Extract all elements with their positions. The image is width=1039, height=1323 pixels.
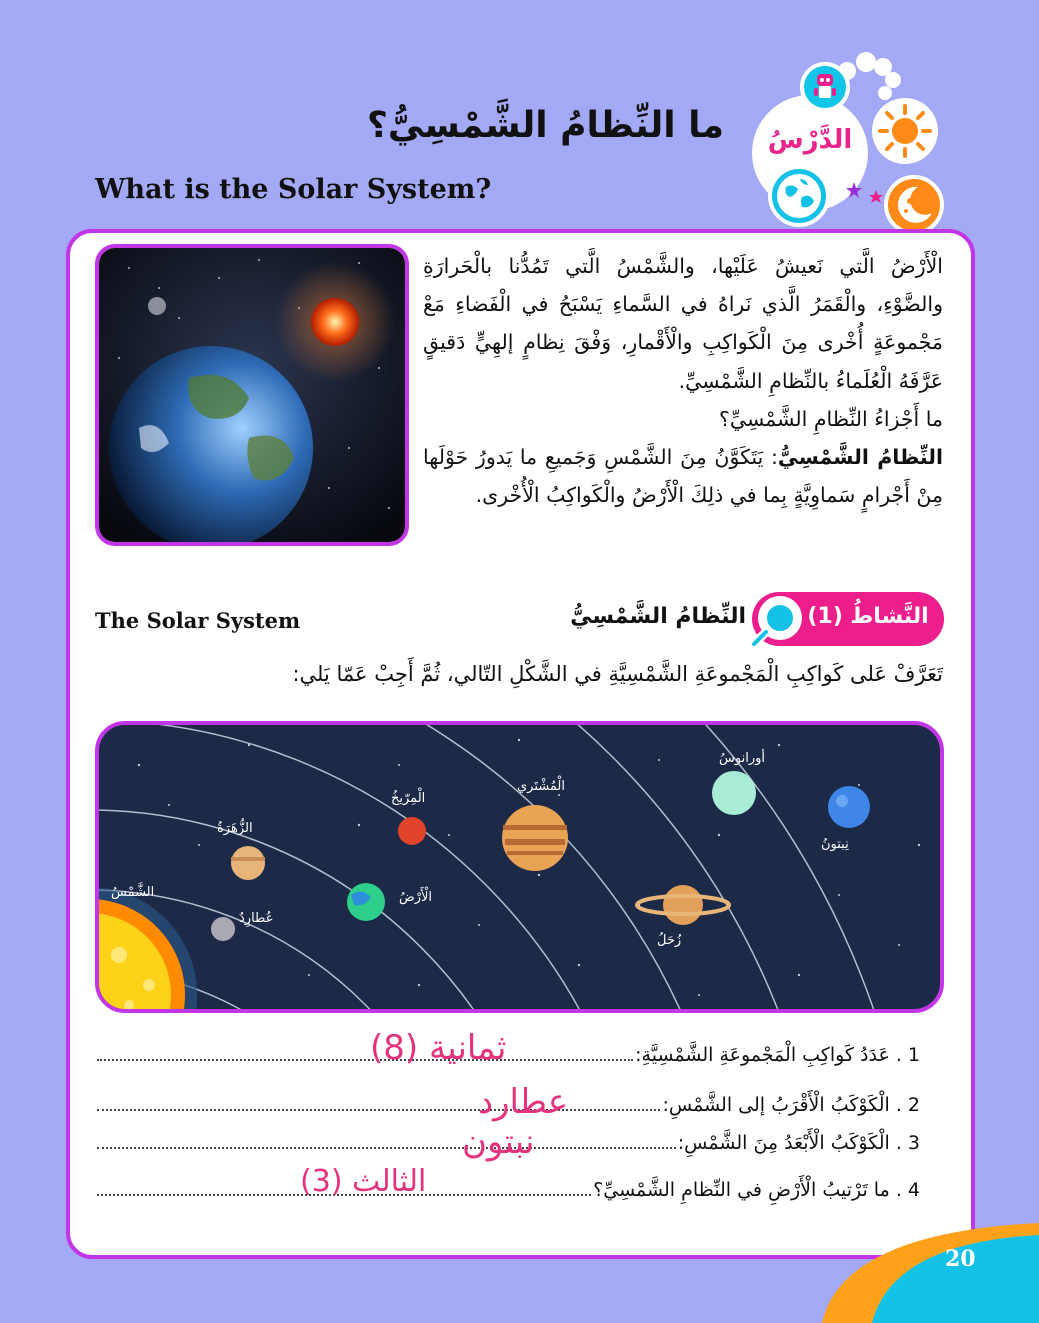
activity-instruction: تَعَرَّفْ عَلى كَواكِبِ الْمَجْموعَةِ الشَّمْسِيَّةِ في الشَّكْلِ التّالي، ثُمَّ أَجِبْ عَمّا يَلي: [292,662,943,686]
earth-space-photo [95,244,409,546]
label-earth: الْأَرْضُ [399,890,433,905]
label-sun: الشَّمْسُ [111,885,155,900]
label-mars: الْمِرّيخُ [391,791,426,806]
label-jupiter: الْمُشْتَري [517,779,565,794]
sun-icon [872,98,938,164]
page-title: ما النِّظامُ الشَّمْسِيُّ؟ [367,105,724,146]
question-1 [95,1044,920,1066]
magnifier-icon [742,586,812,656]
question-text: 1 . عَدَدُ كَواكِبِ الْمَجْموعَةِ الشَّمْسِيَّةِ: [635,1044,920,1066]
page-title-english: What is the Solar System? [95,174,492,205]
label-venus: الزُّهَرَةُ [217,821,253,836]
activity-label: النَّشاطُ (1) [807,604,929,629]
handwritten-answer-2: عطارد [478,1082,569,1122]
robot-icon [800,62,850,112]
page-number: 20 [945,1246,976,1272]
stars-icon [846,180,890,210]
intro-paragraph [423,247,943,514]
globe-icon [768,165,830,227]
intro-text: الْأَرْضُ الَّتي نَعيشُ عَلَيْها، والشَّمْسُ الَّتي تَمُدُّنا بالْحَرارَةِ والضَّوْءِ، والْقَمَرُ الَّذي نَراهُ في السَّماءِ يَسْبَحُ في الْفَضاءِ مَعْ مَجْموعَةٍ أُخْرى مِنَ الْكَواكِبِ والْأَقْمارِ، وَفْقَ نِظامٍ إلهِيٍّ دَقيقٍ عَرَّفَهُ الْعُلَماءُ بالنِّظامِ الشَّمْسِيِّ. [423,254,943,393]
handwritten-answer-1: ثمانية (8) [370,1028,507,1068]
answer-line[interactable] [97,1097,660,1111]
question-text: 4 . ما تَرْتيبُ الْأَرْضِ في النِّظامِ الشَّمْسِيِّ؟ [593,1179,920,1201]
intro-question: ما أَجْزاءُ النِّظامِ الشَّمْسِيِّ؟ [718,406,943,431]
definition-term: النِّظامُ الشَّمْسِيُّ [777,445,943,470]
label-mercury: عُطارِدٌ [239,911,274,926]
label-saturn: زُحَلُ [657,933,682,948]
handwritten-answer-4: الثالث (3) [300,1164,427,1199]
moon-icon [884,175,944,235]
activity-title: النِّظامُ الشَّمْسِيُّ [570,604,746,629]
question-4 [95,1179,920,1201]
definition [423,438,943,514]
handwritten-answer-3: نبتون [462,1122,535,1162]
thought-bubble [856,52,876,72]
question-text: 2 . الْكَوْكَبُ الْأَقْرَبُ إلى الشَّمْسِ: [662,1094,920,1116]
question-text: 3 . الْكَوْكَبُ الْأَبْعَدُ مِنَ الشَّمْسِ: [677,1132,920,1154]
answer-line[interactable] [97,1135,676,1149]
label-neptune: نِبتونُ [821,837,849,852]
solar-system-diagram [95,721,944,1013]
lesson-badge-label: الدَّرْسُ [767,125,853,155]
answer-line[interactable] [97,1047,633,1061]
definition-text: : يَتَكَوَّنُ مِنَ الشَّمْسِ وَجَميعِ ما يَدورُ حَوْلَها مِنْ أَجْرامٍ سَماوِيَّةٍ بِما في ذلِكَ الْأَرْضُ والْكَواكِبُ الْأُخْرى. [423,445,943,508]
page-corner-decoration [822,1213,1039,1323]
activity-title-english: The Solar System [95,608,301,633]
label-uranus: أورانوسُ [719,751,765,766]
